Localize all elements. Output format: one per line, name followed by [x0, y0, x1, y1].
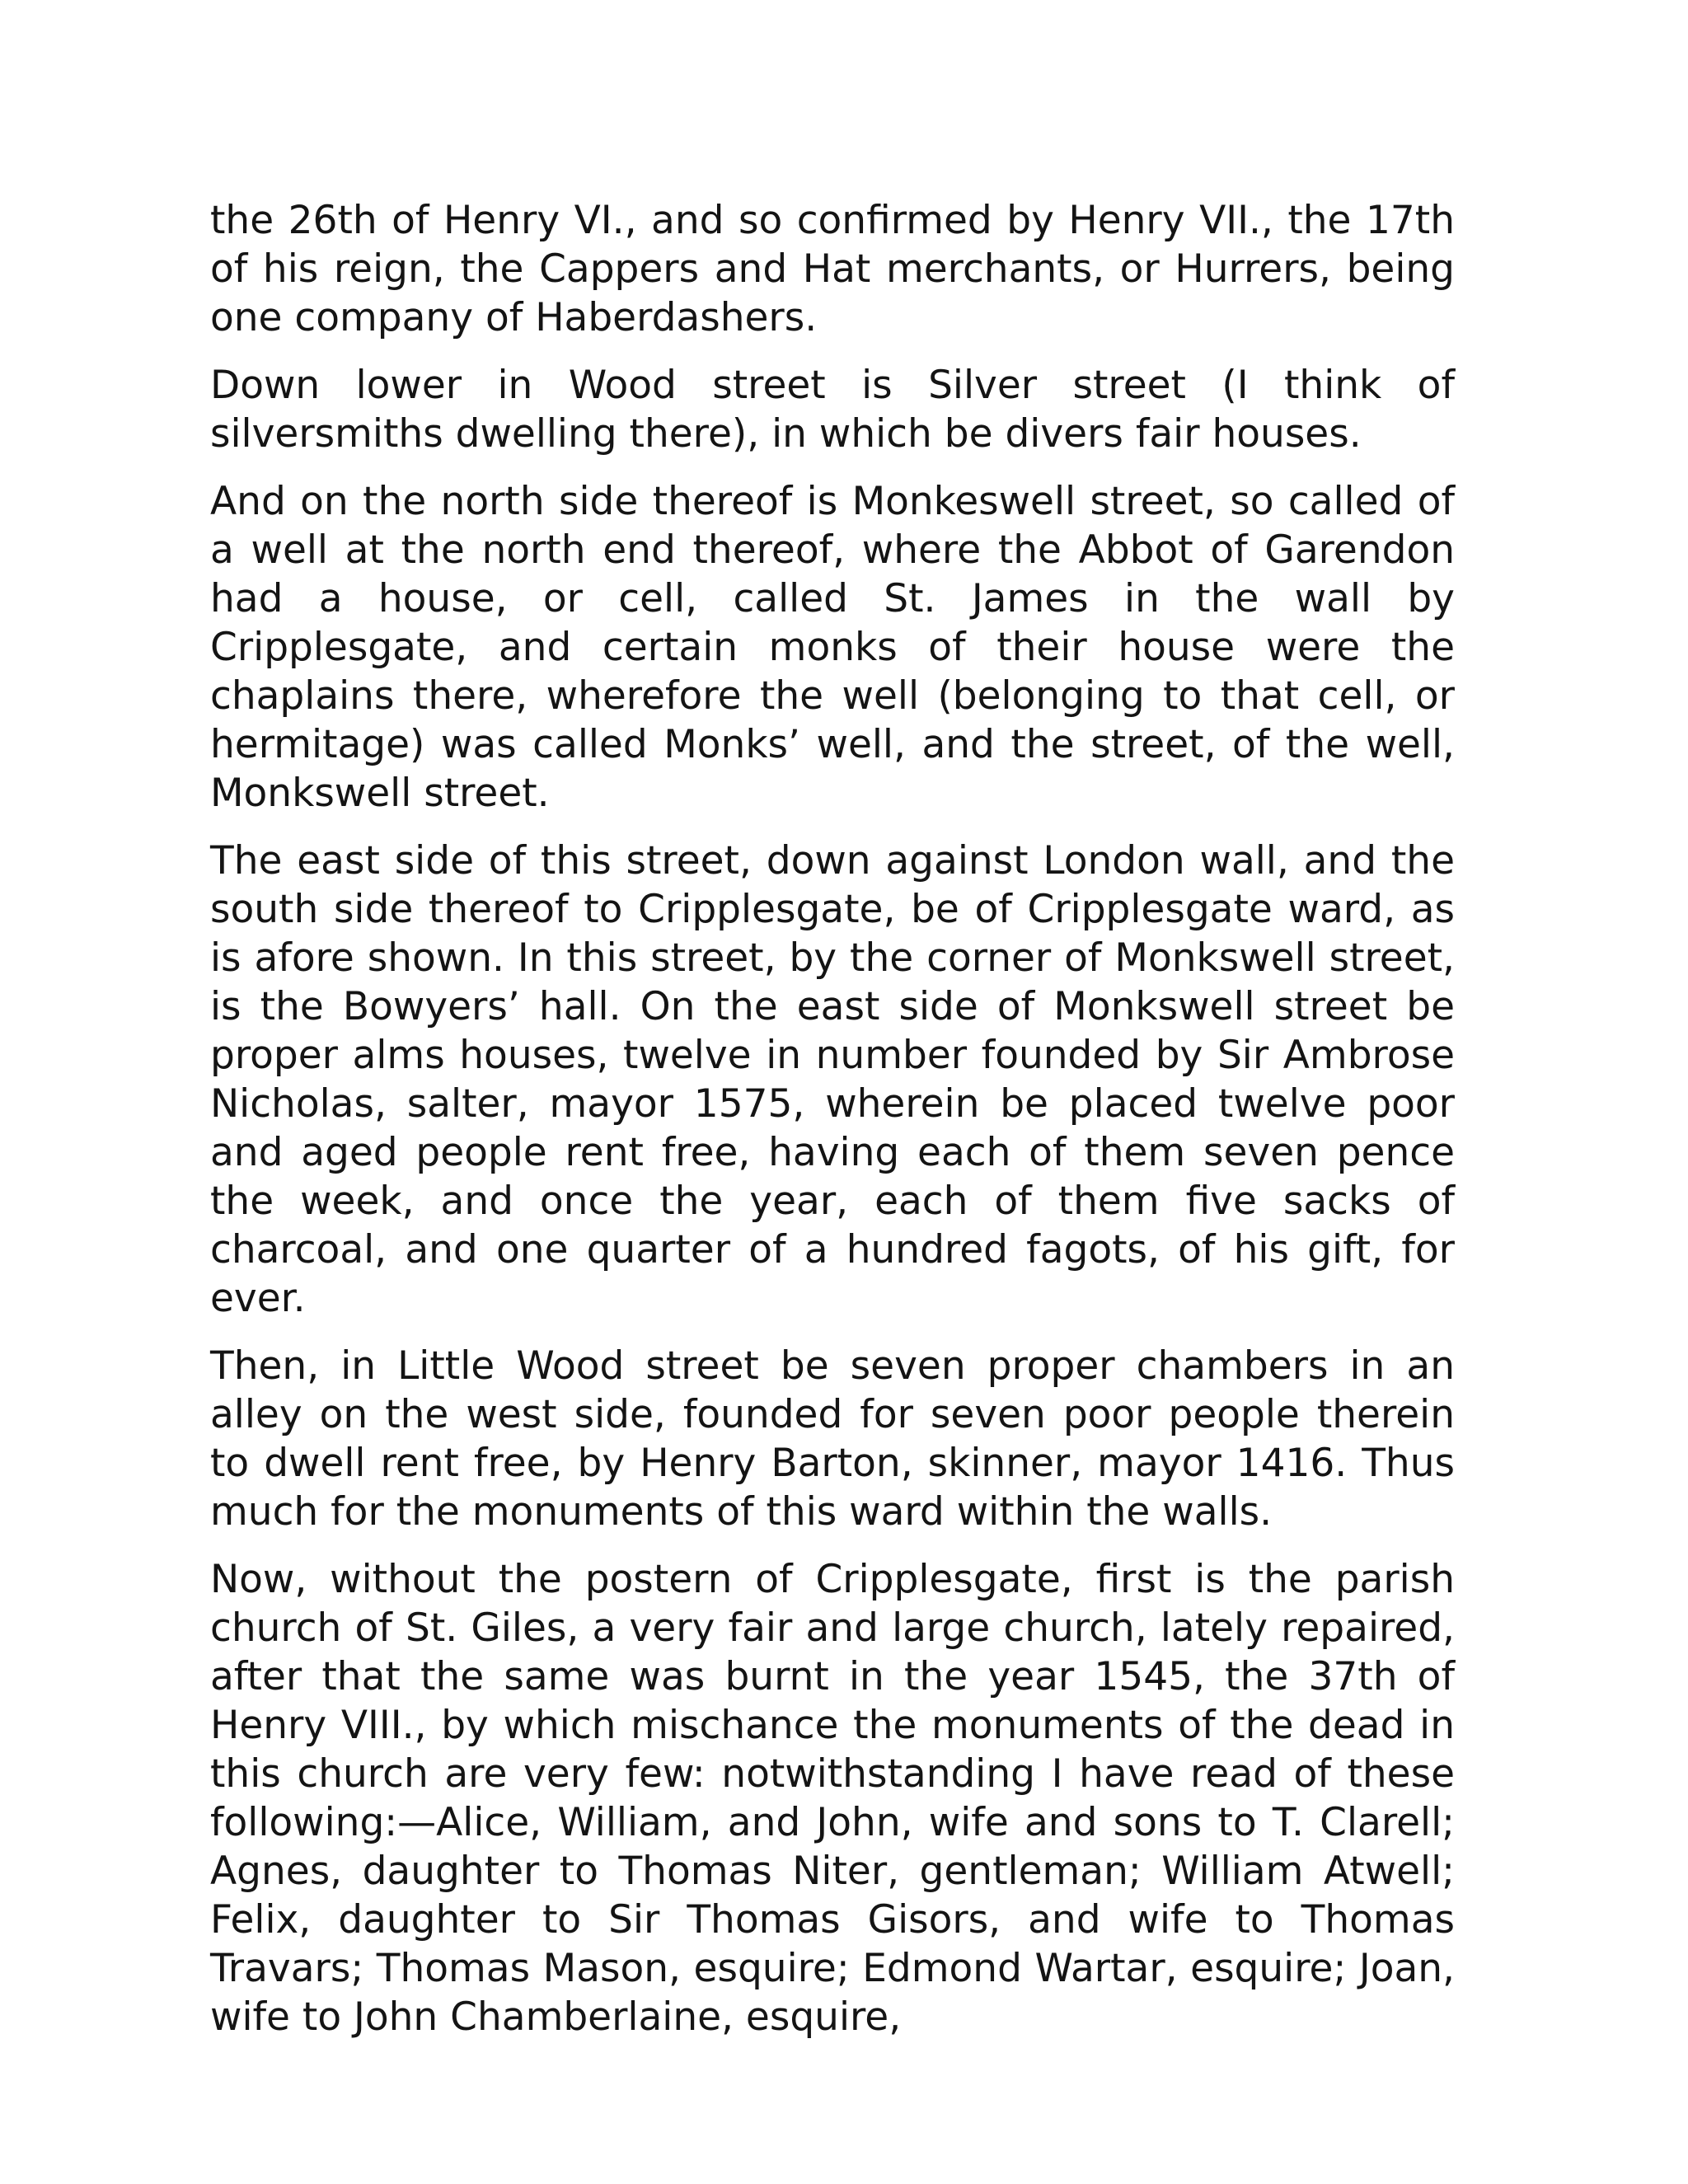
body-text	[210, 196, 1455, 2060]
paragraph-bowyers-hall: The east side of this street, down against London wall, and the south side thereof to Cripplesgate, be of Cripplesgate ward, as is afore shown. In this street, by the corner of Monkswell street, is the Bowyers’ hall. On the east side of Monkswell street be proper alms houses, twelve in number founded by Sir Ambrose Nicholas, salter, mayor 1575, wherein be placed twelve poor and aged people rent free, having each of them seven pence the week, and once the year, each of them five sacks of charcoal, and one quarter of a hundred fagots, of his gift, for ever.	[210, 838, 1455, 1321]
paragraph-little-wood-street: Then, in Little Wood street be seven proper chambers in an alley on the west side, founded for seven poor people therein to dwell rent free, by Henry Barton, skinner, mayor 1416. Thus much for the monuments of this ward within the walls.	[210, 1343, 1455, 1535]
paragraph-monkeswell-street: And on the north side thereof is Monkeswell street, so called of a well at the north end thereof, where the Abbot of Garendon had a house, or cell, called St. James in the wall by Cripplesgate, and certain monks of their house were the chaplains there, wherefore the well (belonging to that cell, or hermitage) was called Monks’ well, and the street, of the well, Monkswell street.	[210, 479, 1455, 816]
paragraph-st-giles-church: Now, without the postern of Cripplesgate, first is the parish church of St. Giles, a very fair and large church, lately repaired, after that the same was burnt in the year 1545, the 37th of Henry VIII., by which mischance the monuments of the dead in this church are very few: notwithstanding I have read of these following:—Alice, William, and John, wife and sons to T. Clarell; Agnes, daughter to Thomas Niter, gentleman; William Atwell; Felix, daughter to Sir Thomas Gisors, and wife to Thomas Travars; Thomas Mason, esquire; Edmond Wartar, esquire; Joan, wife to John Chamberlaine, esquire,	[210, 1557, 1455, 2040]
paragraph-silver-street: Down lower in Wood street is Silver street (I think of silversmiths dwelling there), in which be divers fair houses.	[210, 363, 1455, 457]
paragraph-haberdashers: the 26th of Henry VI., and so confirmed by Henry VII., the 17th of his reign, the Cappers and Hat merchants, or Hurrers, being one company of Haberdashers.	[210, 198, 1455, 340]
